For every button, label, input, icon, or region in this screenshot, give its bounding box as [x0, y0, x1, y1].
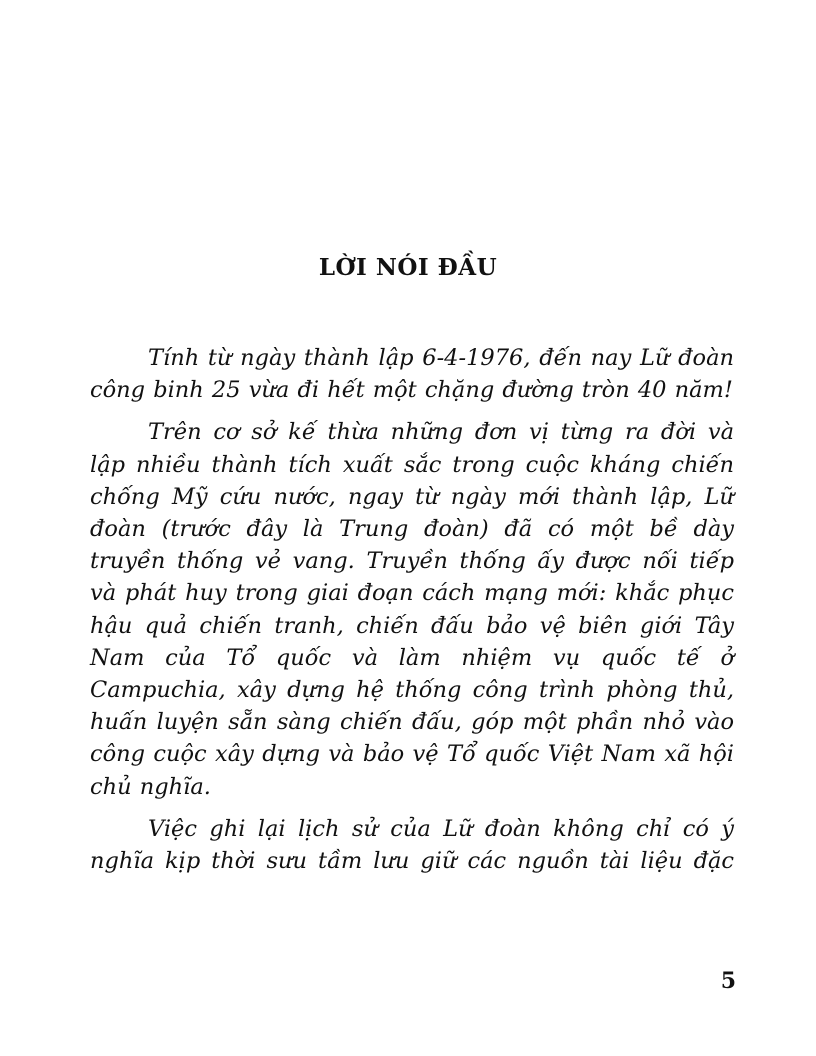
body-text — [90, 342, 734, 887]
page-number: 5 — [720, 968, 736, 994]
page-title: LỜI NÓI ĐẦU — [318, 254, 498, 281]
paragraph-1: Tính từ ngày thành lập 6-4-1976, đến nay Lữ đoàn công binh 25 vừa đi hết một chặng đường tròn 40 năm! — [90, 345, 734, 404]
paragraph-3: Việc ghi lại lịch sử của Lữ đoàn không chỉ có ý nghĩa kịp thời sưu tầm lưu giữ các nguồn tài liệu đặc — [90, 815, 734, 875]
paragraph-2: Trên cơ sở kế thừa những đơn vị từng ra đời và lập nhiều thành tích xuất sắc trong cuộc kháng chiến chống Mỹ cứu nước, ngay từ ngày mới thành lập, Lữ đoàn (trước đây là Trung đoàn) đã có một bề dày truyền thống vẻ vang. Truyền thống ấy được nối tiếp và phát huy trong giai đoạn cách mạng mới: khắc phục hậu quả chiến tranh, chiến đấu bảo vệ biên giới Tây Nam của Tổ quốc và làm nhiệm vụ quốc tế ở Campuchia, xây dựng hệ thống công trình phòng thủ, huấn luyện sẵn sàng chiến đấu, góp một phần nhỏ vào công cuộc xây dựng và bảo vệ Tổ quốc Việt Nam xã hội chủ nghĩa. — [90, 419, 734, 800]
